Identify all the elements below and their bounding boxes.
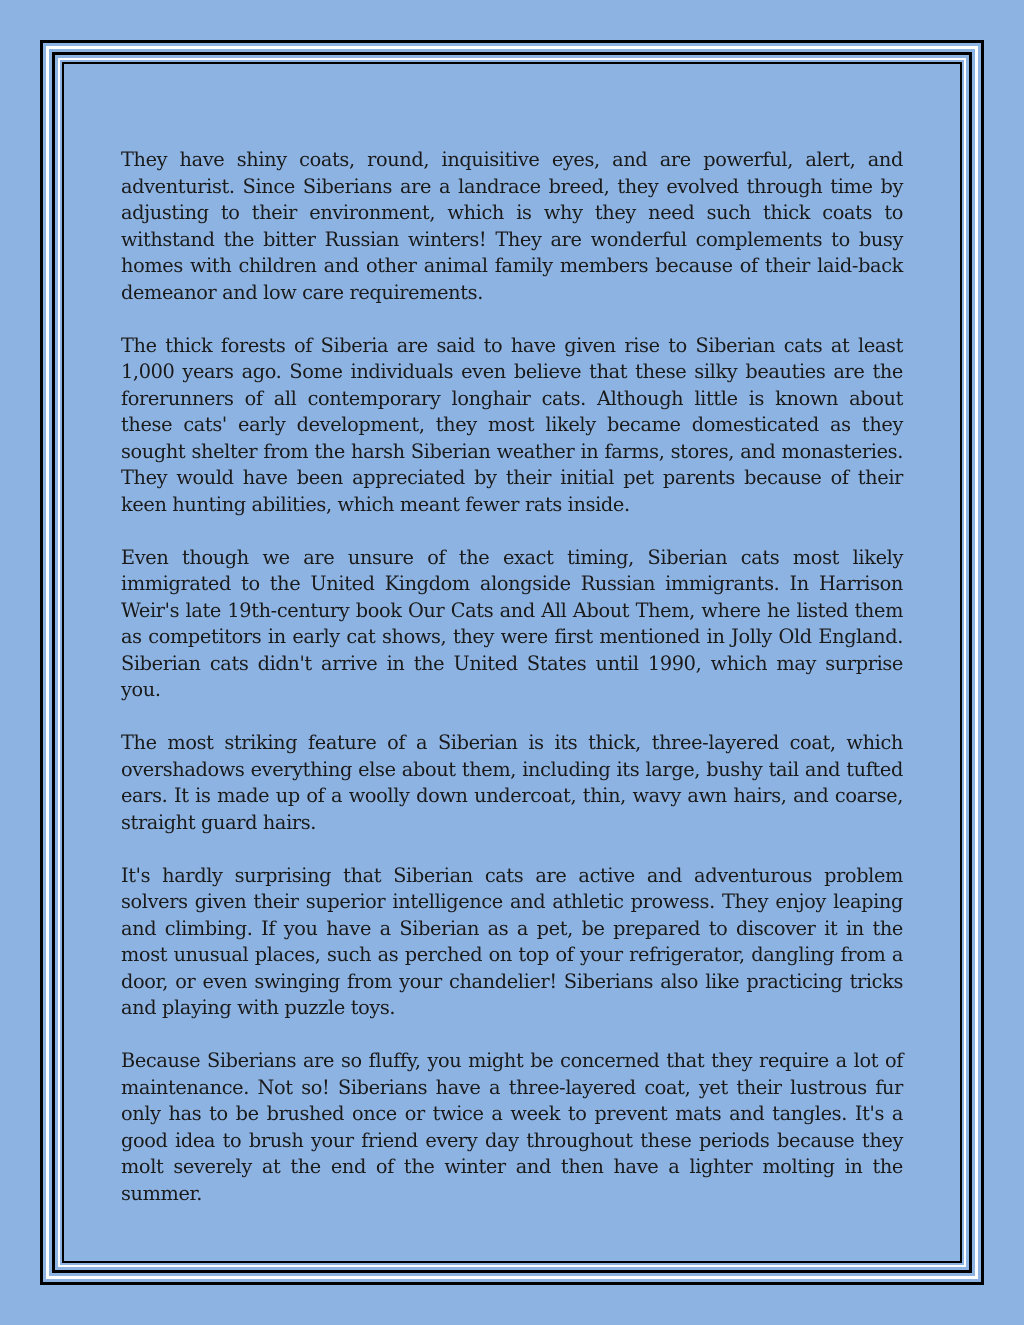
- paragraph-intro: They have shiny coats, round, inquisitive eyes, and are powerful, alert, and adventurist. Since Siberians are a landrace breed, they evolved through time by adjusting to their environment, which is why they need such thick coats to withstand the bitter Russian winters! They are wonderful complements to busy homes with children and other animal family members because of their laid-back demeanor and low care requirements.: [121, 148, 903, 304]
- paragraph-grooming: Because Siberians are so fluffy, you might be concerned that they require a lot of maintenance. Not so! Siberians have a three-layered coat, yet their lustrous fur only has to be brushed once or twice a week to prevent mats and tangles. It's a good idea to brush your friend every day throughout these periods because they molt severely at the end of the winter and then have a lighter molting in the summer.: [121, 1049, 903, 1205]
- paragraph-behavior: It's hardly surprising that Siberian cats are active and adventurous problem solvers given their superior intelligence and athletic prowess. They enjoy leaping and climbing. If you have a Siberian as a pet, be prepared to discover it in the most unusual places, such as perched on top of your refrigerator, dangling from a door, or even swinging from your chandelier! Siberians also like practicing tricks and playing with puzzle toys.: [121, 863, 903, 1019]
- paragraph-coat: The most striking feature of a Siberian is its thick, three-layered coat, which overshadows everything else about them, including its large, bushy tail and tufted ears. It is made up of a woolly down undercoat, thin, wavy awn hairs, and coarse, straight guard hairs.: [121, 731, 903, 834]
- paragraph-history: The thick forests of Siberia are said to have given rise to Siberian cats at least 1,000 years ago. Some individuals even believe that these silky beauties are the forerunners of all contemporary longhair cats. Although little is known about these cats' early development, they most likely became domesticated as they sought shelter from the harsh Siberian weather in farms, stores, and monasteries. They would have been appreciated by their initial pet parents because of their keen hunting abilities, which meant fewer rats inside.: [121, 333, 903, 516]
- paragraph-immigration: Even though we are unsure of the exact timing, Siberian cats most likely immigrated to the United Kingdom alongside Russian immigrants. In Harrison Weir's late 19th-century book Our Cats and All About Them, where he listed them as competitors in early cat shows, they were first mentioned in Jolly Old England. Siberian cats didn't arrive in the United States until 1990, which may surprise you.: [121, 545, 903, 701]
- article-body: [121, 147, 903, 1234]
